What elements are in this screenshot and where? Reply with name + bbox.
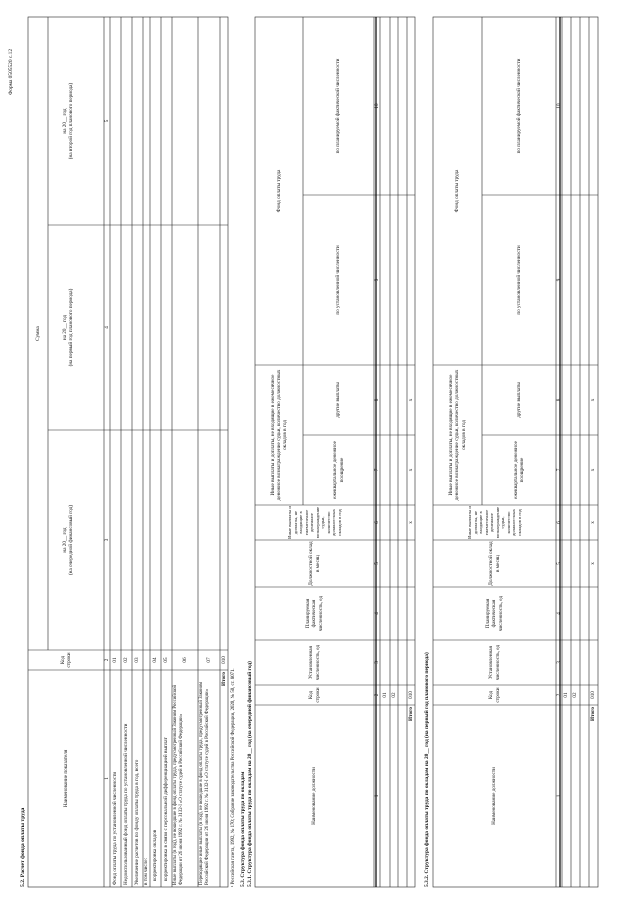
row-03-code: 03 xyxy=(134,657,141,663)
col-number-5: 5 xyxy=(103,119,110,123)
t2-col-9: 9 xyxy=(555,278,562,282)
t2-col-4: 4 xyxy=(555,612,562,615)
t2-total-x-5: x xyxy=(590,562,597,565)
header-code: Код строки xyxy=(59,652,72,668)
t1-col-3: 3 xyxy=(373,661,380,664)
col-number-4: 4 xyxy=(103,326,110,329)
row-02-code: 02 xyxy=(123,657,130,663)
row-07-code: 07 xyxy=(205,657,212,663)
t1-header-other-payments: другие выплаты xyxy=(335,382,342,418)
t2-col-1: 1 xyxy=(555,794,562,798)
section-532-title: 5.3.2. Структура фонда оплаты труда по окладам на 20__ год (на первый год планового периода) xyxy=(424,652,430,887)
t2-header-est-count: Установленная численность, ед xyxy=(488,644,501,681)
section-52-title: 5.2. Расчет фонда оплаты труда xyxy=(20,807,26,887)
header-indicator-name: Наименование показателя xyxy=(62,749,69,808)
t2-col-5: 5 xyxy=(555,562,562,565)
t2-header-by-planned: по планируемой фактической численности xyxy=(515,58,522,154)
section-531-title: 5.3.1. Структура фонда оплаты труда по окладам на 20__ год (на очередной финансовый год) xyxy=(247,661,253,887)
t2-col-7: 7 xyxy=(555,468,562,472)
t2-total-x-8: x xyxy=(590,398,597,402)
t1-col-4: 4 xyxy=(373,612,380,615)
t1-col-8: 8 xyxy=(373,398,380,402)
t1-col-5: 5 xyxy=(373,562,380,565)
footnote: ¹ Российская газета, 1992, № 170; Собрание законодательства Российской Федерации, 2020, № 50, ст. 8071. xyxy=(231,668,236,887)
t1-header-by-est: по установленной численности xyxy=(335,245,342,315)
row-01-code: 01 xyxy=(112,657,119,663)
col-number-3: 3 xyxy=(103,538,110,542)
row-07-name: Переходящие иные выплаты (в год), не вошедшие в фонд оплаты труда, предусмотренный Законом Российской Федерации от 26 июня 1992 г. № 3132-I «О статусе судей в Российской Федерации» xyxy=(199,681,210,885)
form-reference: Форма 0505520 с.12 xyxy=(8,48,14,95)
t1-total-x-7: x xyxy=(407,468,414,472)
t2-header-other-pay: Иные выплаты и доплаты, не входящие в ежемесячное денежное вознаграждение судьи, количество должностных окладов в год xyxy=(448,369,467,501)
row-total-label: Итого xyxy=(221,672,227,686)
row-02-name: Недоиспользованный фонд оплаты труда по установленной численности xyxy=(123,723,130,885)
row-total-code: 010 xyxy=(220,656,227,664)
t1-header-monthly-promo: ежеквартальное денежное поощрение xyxy=(332,441,345,499)
t2-header-salary: Должностной оклад в месяц xyxy=(488,541,501,586)
row-05-code: 05 xyxy=(163,657,170,663)
t2-header-code: Код строки xyxy=(488,687,501,703)
t2-col-3: 3 xyxy=(555,661,562,664)
t1-row-02-code: 02 xyxy=(390,692,397,698)
t1-header-position: Наименование должности xyxy=(311,767,318,825)
t1-header-other-pay-monthly: Иные выплаты и доплаты, не входящие в ежемесячное денежное вознаграждение судьи, количество должностных окладов в год xyxy=(287,506,342,539)
row-05-name: корректировка в связи с персональной дифференциацией выплат xyxy=(163,737,170,881)
row-including-label: в том числе: xyxy=(143,857,150,885)
t1-header-other-pay: Иные выплаты и доплаты, не входящие в ежемесячное денежное вознаграждение судьи, количество должностных окладов в год xyxy=(269,369,289,501)
col-number-1: 1 xyxy=(103,777,110,780)
row-03-name: Увеличение расчетов по фонду оплаты труда в год, всего xyxy=(134,759,141,885)
t2-total-x-7: x xyxy=(590,468,597,472)
t2-header-monthly-promo: ежеквартальное денежное поощрение xyxy=(512,441,525,499)
t2-col-6: 6 xyxy=(555,521,562,524)
row-01-name: Фонд оплаты труда по установленной численности xyxy=(112,771,119,885)
t1-total-x-6: x xyxy=(407,521,414,524)
t1-header-fund: Фонд оплаты труда xyxy=(275,169,282,213)
t1-header-by-planned: по планируемой фактической численности xyxy=(335,58,342,154)
t1-col-2: 2 xyxy=(373,693,380,697)
t1-row-01-code: 01 xyxy=(381,692,388,698)
t2-row-02-code: 02 xyxy=(572,692,579,698)
header-sum: Сумма xyxy=(34,326,41,341)
t1-header-salary: Должностной оклад в месяц xyxy=(308,541,321,586)
t1-col-9: 9 xyxy=(373,278,380,282)
row-04-code: 04 xyxy=(152,657,159,663)
t2-total-label: Итого xyxy=(590,707,596,721)
t2-col-10: 10 xyxy=(555,103,562,109)
row-06-code: 06 xyxy=(181,657,188,663)
t2-row-01-code: 01 xyxy=(563,692,570,698)
t2-header-by-est: по установленной численности xyxy=(515,245,522,315)
col-number-2: 2 xyxy=(103,658,110,662)
t2-total-x-6: x xyxy=(590,521,597,524)
t2-col-8: 8 xyxy=(555,398,562,402)
t1-col-7: 7 xyxy=(373,468,380,472)
t2-total-code: 010 xyxy=(590,691,597,699)
header-year-1: на 20__ год (на очередной финансовый год) xyxy=(62,504,75,576)
row-06-name: Иные выплаты (в год), не вошедшие в фонд оплаты труда, предусмотренный Законом Российской Федерации от 26 июня 1992 г. № 3132-I «О статусе судей в Российской Федерации» xyxy=(173,684,184,885)
t2-header-other-payments: другие выплаты xyxy=(515,382,522,418)
t1-header-planned-count: Планируемая фактическая численность, ед xyxy=(305,595,324,632)
section-53-title: 5.3. Структура фонда оплаты труда по окладам xyxy=(240,771,246,887)
t1-total-label: Итого xyxy=(408,707,414,721)
t2-col-2: 2 xyxy=(555,693,562,697)
row-04-name: корректировка окладов xyxy=(152,829,159,881)
t1-total-code: 010 xyxy=(407,691,414,699)
t2-header-other-pay-monthly: Иные выплаты и доплаты, не входящие в ежемесячное денежное вознаграждение судьи, количество должностных окладов в год xyxy=(467,506,522,539)
t1-col-1: 1 xyxy=(373,794,380,798)
t2-header-fund: Фонд оплаты труда xyxy=(454,169,461,213)
header-year-3: на 20__ год (на второй год планового периода) xyxy=(62,82,75,160)
header-year-2: на 20__ год (на первый год планового периода) xyxy=(62,288,75,367)
t1-col-6: 6 xyxy=(373,521,380,524)
t1-header-code: Код строки xyxy=(308,687,321,703)
t1-header-est-count: Установленная численность, ед xyxy=(308,644,321,681)
t2-header-planned-count: Планируемая фактическая численность, ед xyxy=(485,595,504,632)
t2-header-position: Наименование должности xyxy=(491,767,498,825)
t1-total-x-8: x xyxy=(407,398,414,402)
t1-col-10: 10 xyxy=(373,103,380,109)
